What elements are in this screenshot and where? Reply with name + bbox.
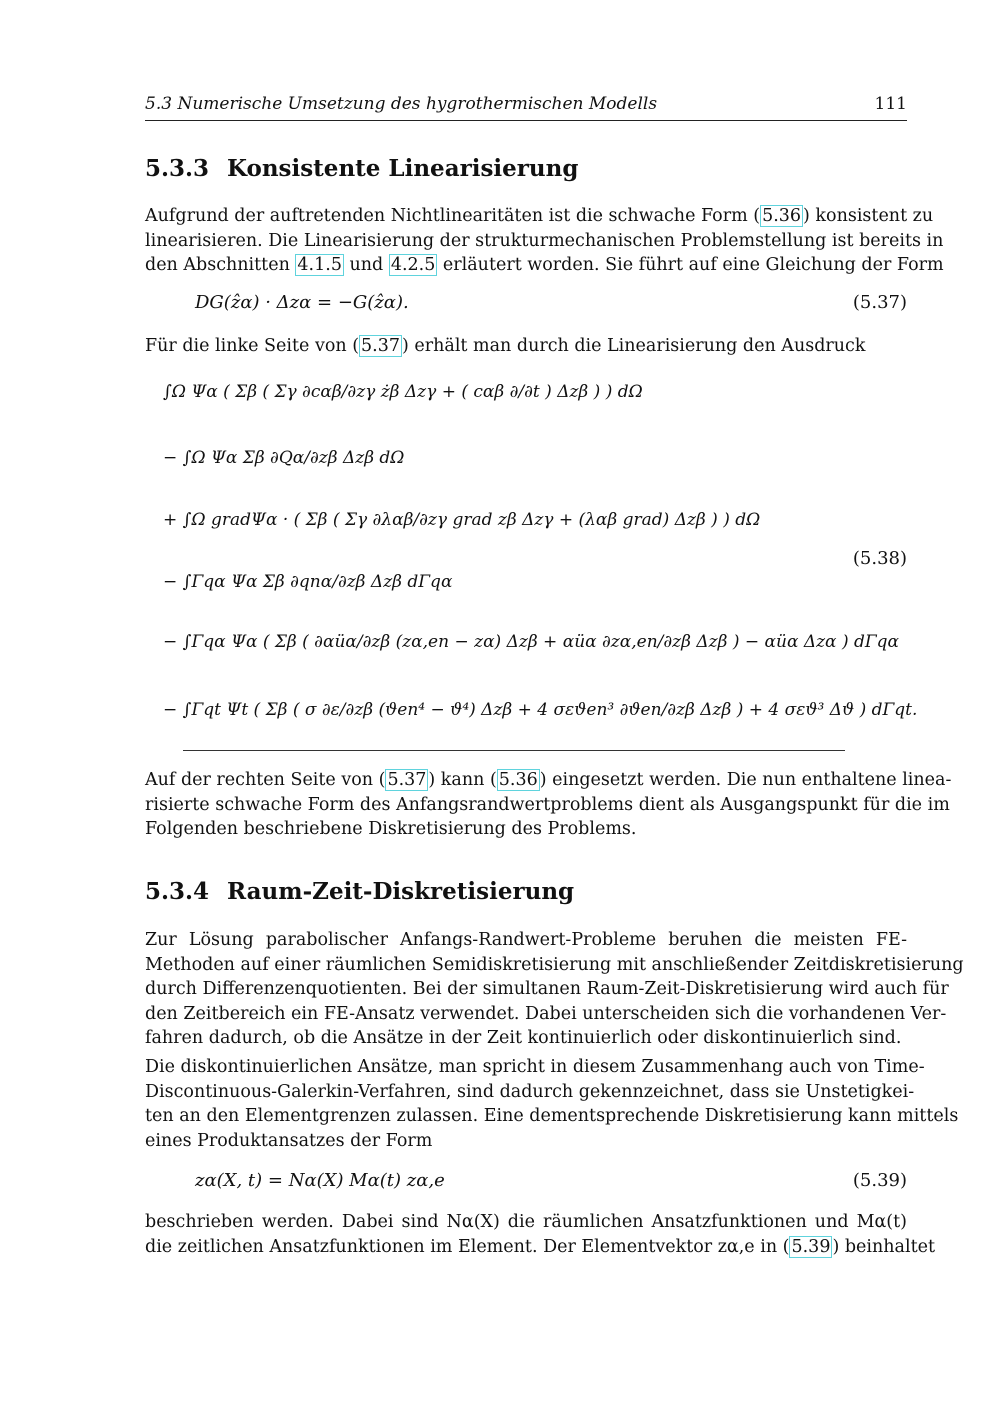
text-line: Die diskontinuierlichen Ansätze, man spricht in diesem Zusammenhang auch von Time- xyxy=(145,1057,925,1077)
text-line: Discontinuous-Galerkin-Verfahren, sind dadurch gekennzeichnet, dass sie Unstetigkei- xyxy=(145,1081,915,1102)
paragraph-linearization-intro xyxy=(145,204,944,278)
text-line: beschrieben werden. Dabei sind Nα(X) die räumlichen Ansatzfunktionen und Mα(t) xyxy=(145,1212,907,1232)
equation-5-37 xyxy=(195,292,907,322)
equation-5-38 xyxy=(163,370,918,755)
equation-row: ∫Ω Ψα ( Σβ ( Σγ ∂cαβ/∂zγ żβ Δzγ + ( cαβ ∂/∂t ) Δzβ ) ) dΩ xyxy=(163,382,643,402)
text-line: den Abschnitten 4.1.5 und 4.2.5 erläutert worden. Sie führt auf eine Gleichung der Form xyxy=(145,255,944,275)
text-line: fahren dadurch, ob die Ansätze in der Zeit kontinuierlich oder diskontinuierlich sind. xyxy=(145,1028,902,1048)
equation-link[interactable]: 5.39 xyxy=(791,1236,831,1257)
equation-5-39 xyxy=(195,1170,907,1200)
equation-link[interactable]: 5.36 xyxy=(762,206,802,226)
text-line: durch Differenzenquotienten. Bei der simultanen Raum-Zeit-Diskretisierung wird auch für xyxy=(145,979,949,999)
paragraph-element-vector xyxy=(145,1210,935,1259)
equation-row: − ∫Γqα Ψα Σβ ∂qnα/∂zβ Δzβ dΓqα xyxy=(163,572,453,592)
equation-row: − ∫Ω Ψα Σβ ∂Qα/∂zβ Δzβ dΩ xyxy=(163,448,405,468)
running-header xyxy=(145,94,907,121)
section-number: 5.3.3 xyxy=(145,155,210,182)
section-heading-5-3-4 xyxy=(145,878,574,905)
equation-underline xyxy=(183,750,845,751)
text-line: Für die linke Seite von ( 5.37 ) erhält man durch die Linearisierung den Ausdruck xyxy=(145,336,866,356)
equation-body: zα(X, t) = Nα(X) Mα(t) zα,e xyxy=(195,1170,445,1191)
equation-link[interactable]: 5.37 xyxy=(387,770,427,790)
section-link[interactable]: 4.2.5 xyxy=(390,255,436,275)
text-line: den Zeitbereich ein FE-Ansatz verwendet. Dabei unterscheiden sich die vorhandenen Ver- xyxy=(145,1003,947,1024)
equation-link[interactable]: 5.36 xyxy=(498,770,538,790)
document-page xyxy=(145,0,964,1415)
text-line: eines Produktansatzes der Form xyxy=(145,1130,433,1151)
text-line: die zeitlichen Ansatzfunktionen im Element. Der Elementvektor zα,e in ( 5.39 ) beinhaltet xyxy=(145,1236,935,1257)
equation-number: (5.38) xyxy=(852,548,907,569)
text-line: Auf der rechten Seite von ( 5.37 ) kann ( 5.36 ) eingesetzt werden. Die nun enthaltene linea- xyxy=(145,770,952,790)
paragraph-discontinuous xyxy=(145,1055,959,1153)
page-number: 111 xyxy=(874,94,907,114)
text-line: risierte schwache Form des Anfangsrandwertproblems dient als Ausgangspunkt für die im xyxy=(145,794,950,815)
equation-row: − ∫Γqt Ψt ( Σβ ( σ ∂ε/∂zβ (ϑen⁴ − ϑ⁴) Δzβ + 4 σεϑen³ ∂ϑen/∂zβ Δzβ ) + 4 σεϑ³ Δϑ ) dΓqt. xyxy=(163,700,918,720)
text-line: Folgenden beschriebene Diskretisierung des Problems. xyxy=(145,819,637,839)
equation-row: + ∫Ω gradΨα · ( Σβ ( Σγ ∂λαβ/∂zγ grad zβ Δzγ + (λαβ grad) Δzβ ) ) dΩ xyxy=(163,510,761,530)
equation-body: DG(ẑα) · Δzα = −G(ẑα). xyxy=(195,292,409,313)
paragraph-right-side xyxy=(145,768,952,842)
text-line: Zur Lösung parabolischer Anfangs-Randwert-Probleme beruhen die meisten FE- xyxy=(145,930,907,950)
section-title: Konsistente Linearisierung xyxy=(227,155,579,182)
equation-number: (5.37) xyxy=(852,292,907,313)
running-title: 5.3 Numerische Umsetzung des hygrothermischen Modells xyxy=(145,94,658,114)
paragraph-left-side xyxy=(145,334,907,359)
paragraph-space-time xyxy=(145,928,964,1051)
text-line: ten an den Elementgrenzen zulassen. Eine dementsprechende Diskretisierung kann mittels xyxy=(145,1106,959,1126)
equation-row: − ∫Γqα Ψα ( Σβ ( ∂αüα/∂zβ (zα,en − zα) Δzβ + αüα ∂zα,en/∂zβ Δzβ ) − αüα Δzα ) dΓqα xyxy=(163,632,900,652)
text-line: linearisieren. Die Linearisierung der strukturmechanischen Problemstellung ist bereits in xyxy=(145,230,944,251)
section-number: 5.3.4 xyxy=(145,878,210,905)
equation-link[interactable]: 5.37 xyxy=(361,336,400,356)
section-title: Raum-Zeit-Diskretisierung xyxy=(227,878,575,905)
equation-number: (5.39) xyxy=(852,1170,907,1191)
section-heading-5-3-3 xyxy=(145,155,578,182)
text-line: Methoden auf einer räumlichen Semidiskretisierung mit anschließender Zeitdiskretisierung xyxy=(145,954,964,975)
section-link[interactable]: 4.1.5 xyxy=(297,255,342,275)
text-line: Aufgrund der auftretenden Nichtlinearitäten ist die schwache Form ( 5.36 ) konsistent zu xyxy=(145,206,934,226)
